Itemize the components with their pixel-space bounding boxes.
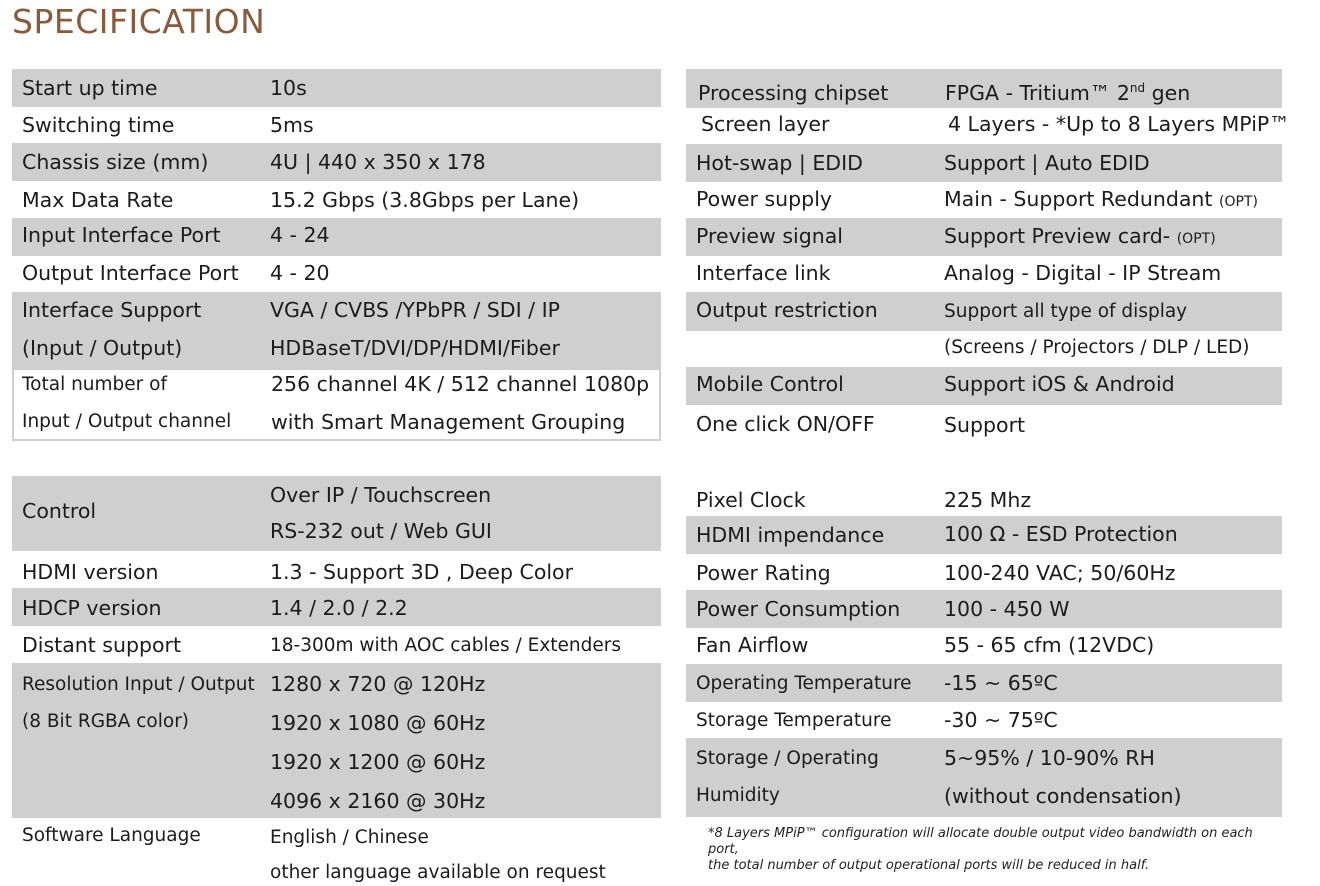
spec-value: (Screens / Projectors / DLP / LED)	[944, 337, 1250, 358]
spec-row	[686, 628, 1282, 664]
spec-value: Support	[944, 413, 1026, 437]
spec-label: Power Consumption	[696, 597, 901, 621]
spec-label: Storage Temperature	[696, 710, 892, 731]
spec-value: with Smart Management Grouping	[271, 410, 626, 434]
spec-row	[686, 738, 1282, 817]
spec-value: (without condensation)	[944, 784, 1182, 808]
spec-value: 15.2 Gbps (3.8Gbps per Lane)	[270, 188, 580, 212]
spec-row	[686, 590, 1282, 628]
spec-value: 1280 x 720 @ 120Hz	[270, 672, 486, 696]
spec-label: Operating Temperature	[696, 673, 912, 694]
spec-value: 4 Layers - *Up to 8 Layers MPiP™	[948, 112, 1290, 136]
spec-value: Support | Auto EDID	[944, 151, 1150, 175]
spec-value: Main - Support Redundant (OPT)	[944, 187, 1258, 211]
spec-row	[12, 476, 661, 551]
spec-row	[12, 818, 661, 886]
spec-label: HDCP version	[22, 596, 162, 620]
spec-value: 5ms	[270, 113, 314, 137]
spec-value: other language available on request	[270, 862, 606, 883]
spec-value: 4 - 20	[270, 261, 330, 285]
spec-row	[12, 588, 661, 626]
spec-label: Pixel Clock	[696, 488, 806, 512]
spec-value: 4U | 440 x 350 x 178	[270, 150, 486, 174]
spec-row	[686, 256, 1282, 292]
spec-label: HDMI version	[22, 560, 159, 584]
spec-label: Hot-swap | EDID	[696, 151, 863, 175]
spec-value: 100 - 450 W	[944, 597, 1070, 621]
spec-row	[12, 626, 661, 663]
spec-label: Processing chipset	[698, 81, 889, 105]
spec-value: Support all type of display	[944, 301, 1188, 322]
spec-label: Power supply	[696, 187, 833, 211]
spec-value: 55 - 65 cfm (12VDC)	[944, 633, 1155, 657]
spec-value: FPGA - Tritium™ 2nd gen	[945, 81, 1191, 105]
spec-value: 4 - 24	[270, 223, 330, 247]
spec-table-right-bottom	[686, 480, 1282, 817]
spec-value: 225 Mhz	[944, 488, 1032, 512]
spec-label: Total number of	[22, 374, 168, 395]
spec-value: -30 ~ 75ºC	[944, 708, 1058, 732]
spec-row	[686, 405, 1282, 445]
spec-label: Input / Output channel	[22, 411, 232, 432]
spec-value: 1920 x 1080 @ 60Hz	[270, 711, 486, 735]
spec-label: Fan Airflow	[696, 633, 809, 657]
footnote-line: *8 Layers MPiP™ configuration will allocate double output video bandwidth on each port,	[708, 826, 1253, 857]
spec-label: (8 Bit RGBA color)	[22, 711, 190, 732]
spec-row	[686, 292, 1282, 331]
spec-label: Interface Support	[22, 298, 202, 322]
spec-label: Interface link	[696, 261, 831, 285]
spec-value: 10s	[270, 76, 307, 100]
spec-value: Support Preview card- (OPT)	[944, 224, 1216, 248]
spec-label: Chassis size (mm)	[22, 150, 209, 174]
spec-value: 4096 x 2160 @ 30Hz	[270, 789, 486, 813]
spec-label: Output Interface Port	[22, 261, 239, 285]
spec-row	[686, 480, 1282, 516]
spec-label: Resolution Input / Output	[22, 674, 255, 695]
spec-row	[686, 108, 1290, 144]
spec-label: Screen layer	[701, 112, 830, 136]
spec-row	[12, 368, 661, 441]
spec-value: 1.4 / 2.0 / 2.2	[270, 596, 408, 620]
spec-value: English / Chinese	[270, 827, 429, 848]
spec-row	[686, 144, 1282, 182]
spec-value: VGA / CVBS /YPbPR / SDI / IP	[270, 298, 560, 322]
spec-value: 100 Ω - ESD Protection	[944, 522, 1178, 546]
spec-value: RS-232 out / Web GUI	[270, 519, 492, 543]
spec-row	[12, 551, 661, 588]
spec-value: 100-240 VAC; 50/60Hz	[944, 561, 1176, 585]
footnote-line: the total number of output operational ports will be reduced in half.	[708, 858, 1150, 873]
spec-value: 256 channel 4K / 512 channel 1080p	[271, 372, 650, 396]
spec-row	[686, 516, 1282, 554]
spec-value: 18-300m with AOC cables / Extenders	[270, 635, 622, 656]
spec-value: HDBaseT/DVI/DP/HDMI/Fiber	[270, 336, 560, 360]
footnote	[708, 826, 1268, 874]
spec-label: Control	[22, 499, 97, 523]
spec-row	[686, 218, 1282, 256]
spec-row	[12, 181, 661, 218]
spec-label: Distant support	[22, 633, 182, 657]
spec-row	[686, 367, 1282, 405]
spec-row	[12, 107, 661, 143]
spec-table-right-top	[686, 69, 1290, 441]
spec-row	[12, 256, 661, 292]
spec-value: -15 ~ 65ºC	[944, 671, 1058, 695]
spec-value: Analog - Digital - IP Stream	[944, 261, 1222, 285]
spec-label: Preview signal	[696, 224, 843, 248]
spec-value: Support iOS & Android	[944, 372, 1175, 396]
spec-table-left-bottom	[12, 476, 661, 886]
spec-row	[12, 218, 661, 256]
spec-label: One click ON/OFF	[696, 412, 875, 436]
spec-label: Mobile Control	[696, 372, 844, 396]
spec-label: Output restriction	[696, 298, 878, 322]
spec-label: Power Rating	[696, 561, 831, 585]
spec-label: (Input / Output)	[22, 336, 183, 360]
spec-label: Software Language	[22, 825, 201, 846]
spec-table-left-top	[12, 69, 661, 441]
spec-label: HDMI impendance	[696, 523, 885, 547]
spec-row	[686, 69, 1282, 108]
spec-label: Storage / Operating	[696, 748, 879, 769]
spec-label: Start up time	[22, 76, 158, 100]
page-title: SPECIFICATION	[12, 2, 266, 41]
spec-label: Max Data Rate	[22, 188, 174, 212]
spec-value: Over IP / Touchscreen	[270, 483, 492, 507]
spec-row	[12, 143, 661, 181]
spec-value: 1920 x 1200 @ 60Hz	[270, 750, 486, 774]
spec-row	[686, 554, 1282, 590]
spec-row	[12, 663, 661, 818]
spec-value: 5~95% / 10-90% RH	[944, 746, 1155, 770]
spec-row	[686, 331, 1282, 367]
spec-value: 1.3 - Support 3D , Deep Color	[270, 560, 574, 584]
spec-row	[12, 69, 661, 107]
spec-label: Input Interface Port	[22, 223, 221, 247]
spec-row	[686, 182, 1282, 218]
spec-row	[686, 702, 1282, 738]
spec-label: Humidity	[696, 785, 780, 806]
spec-row	[686, 664, 1282, 702]
spec-row	[12, 292, 661, 368]
spec-label: Switching time	[22, 113, 175, 137]
